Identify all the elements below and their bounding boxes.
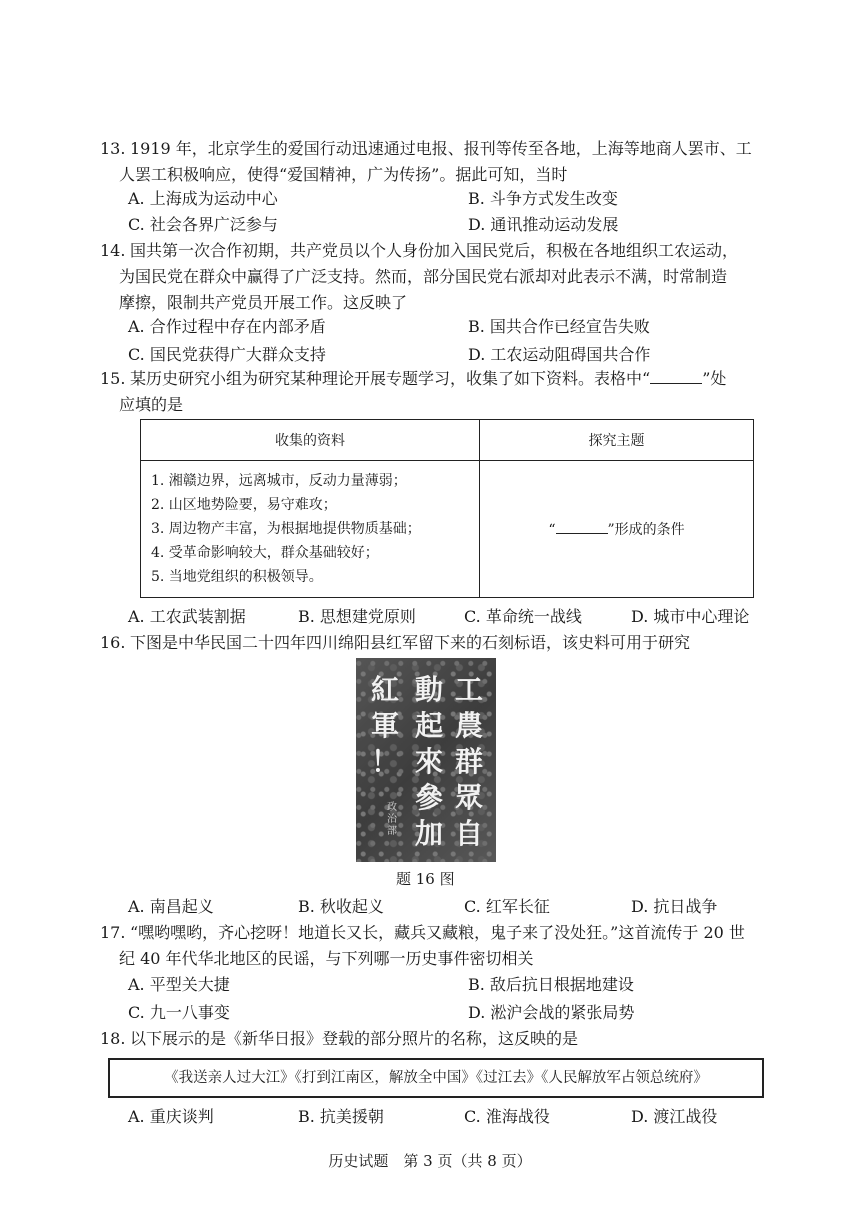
answer-blank [650, 368, 702, 384]
question-number: 16. [100, 633, 126, 652]
figure-caption: 题 16 图 [396, 870, 455, 888]
question-text-part: ”处 [702, 369, 727, 388]
option-d[interactable]: D. 抗日战争 [631, 897, 718, 916]
list-item: 5. 当地党组织的积极领导。 [151, 569, 323, 585]
option-c[interactable]: C. 九一八事变 [128, 1003, 230, 1022]
topic-cell [480, 461, 754, 598]
topic-suffix: ”形成的条件 [607, 522, 685, 538]
option-a[interactable]: A. 上海成为运动中心 [128, 189, 278, 208]
materials-list [141, 461, 480, 598]
option-a[interactable]: A. 平型关大捷 [128, 975, 230, 994]
option-b[interactable]: B. 敌后抗日根据地建设 [468, 975, 634, 994]
question-15 [100, 366, 763, 418]
question-text-part: 某历史研究小组为研究某种理论开展专题学习，收集了如下资料。表格中“ [130, 369, 651, 388]
question-number: 14. [100, 241, 126, 260]
table-header-topic: 探究主题 [480, 420, 754, 461]
question-text: 1919 年，北京学生的爱国行动迅速通过电报、报刊等传至各地，上海等地商人罢市、工 [130, 139, 752, 158]
question-number: 18. [100, 1029, 126, 1048]
option-c[interactable]: C. 国民党获得广大群众支持 [128, 345, 326, 364]
question-text: 应填的是 [119, 395, 184, 414]
materials-table [140, 419, 754, 598]
inscription-column: 紅 軍 ！ [370, 673, 399, 778]
option-a[interactable]: A. 工农武装割据 [128, 607, 246, 626]
question-text: “嘿哟嘿哟，齐心挖呀！地道长又长，藏兵又藏粮，鬼子来了没处狂。”这首流传于 20 世 [130, 923, 745, 942]
option-a[interactable]: A. 重庆谈判 [128, 1107, 214, 1126]
option-a[interactable]: A. 南昌起义 [128, 897, 214, 916]
photo-titles-box: 《我送亲人过大江》《打到江南区，解放全中国》《过江去》《人民解放军占领总统府》 [108, 1058, 764, 1098]
question-text: 为国民党在群众中赢得了广泛支持。然而，部分国民党右派却对此表示不满，时常制造 [119, 267, 728, 286]
option-c[interactable]: C. 淮海战役 [464, 1107, 550, 1126]
inscription-column: 動 起 來 參 加 [414, 673, 443, 850]
option-d[interactable]: D. 淞沪会战的紧张局势 [468, 1003, 635, 1022]
question-number: 13. [100, 139, 126, 158]
list-item: 1. 湘赣边界，远离城市，反动力量薄弱； [151, 473, 407, 489]
question-number: 17. [100, 923, 126, 942]
inscription-signature: 政 治 部 [387, 802, 397, 837]
option-b[interactable]: B. 抗美援朝 [298, 1107, 384, 1126]
question-text: 摩擦，限制共产党员开展工作。这反映了 [119, 293, 408, 312]
option-c[interactable]: C. 社会各界广泛参与 [128, 215, 278, 234]
option-d[interactable]: D. 渡江战役 [631, 1107, 718, 1126]
stone-inscription-image [356, 658, 496, 862]
question-17 [100, 920, 763, 972]
option-d[interactable]: D. 城市中心理论 [631, 607, 750, 626]
option-b[interactable]: B. 思想建党原则 [298, 607, 416, 626]
option-b[interactable]: B. 国共合作已经宣告失败 [468, 317, 650, 336]
option-d[interactable]: D. 工农运动阻碍国共合作 [468, 345, 651, 364]
question-text [130, 366, 763, 392]
question-16 [100, 630, 763, 656]
option-b[interactable]: B. 斗争方式发生改变 [468, 189, 618, 208]
question-14 [100, 238, 763, 316]
question-number: 15. [100, 369, 126, 388]
answer-blank [556, 519, 608, 534]
question-text: 国共第一次合作初期，共产党员以个人身份加入国民党后，积极在各地组织工农运动， [130, 241, 739, 260]
question-text: 下图是中华民国二十四年四川绵阳县红军留下来的石刻标语，该史料可用于研究 [130, 633, 691, 652]
question-18 [100, 1026, 763, 1052]
question-text: 纪 40 年代华北地区的民谣，与下列哪一历史事件密切相关 [119, 949, 534, 968]
page-footer: 历史试题 第 3 页（共 8 页） [328, 1152, 532, 1170]
inscription-column: 工 農 群 眾 自 [454, 673, 483, 850]
list-item: 2. 山区地势险要，易守难攻； [151, 497, 337, 513]
list-item: 3. 周边物产丰富，为根据地提供物质基础； [151, 521, 421, 537]
list-item: 4. 受革命影响较大，群众基础较好； [151, 545, 379, 561]
option-a[interactable]: A. 合作过程中存在内部矛盾 [128, 317, 326, 336]
option-c[interactable]: C. 红军长征 [464, 897, 550, 916]
option-c[interactable]: C. 革命统一战线 [464, 607, 582, 626]
topic-prefix: “ [548, 522, 556, 538]
table-header-materials: 收集的资料 [141, 420, 480, 461]
question-text: 人罢工积极响应，使得“爱国精神，广为传扬”。据此可知，当时 [119, 165, 568, 184]
option-d[interactable]: D. 通讯推动运动发展 [468, 215, 619, 234]
question-text: 以下展示的是《新华日报》登载的部分照片的名称，这反映的是 [130, 1029, 579, 1048]
question-13 [100, 136, 763, 188]
option-b[interactable]: B. 秋收起义 [298, 897, 384, 916]
